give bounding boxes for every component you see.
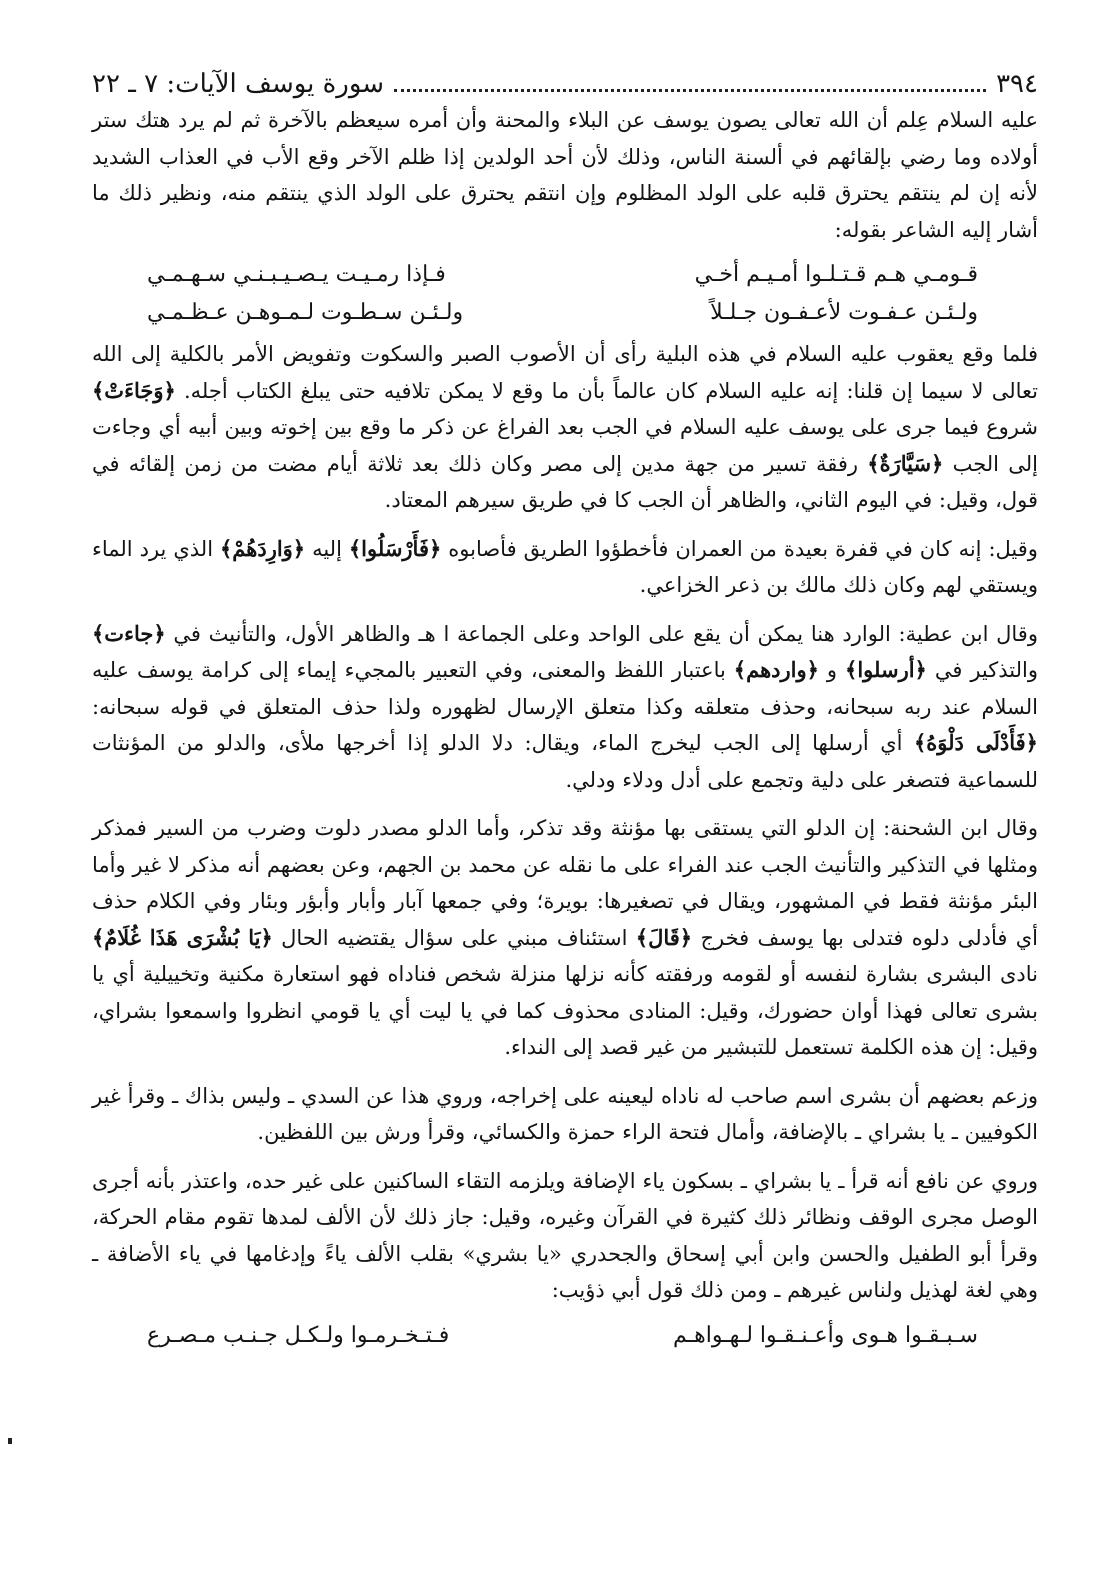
- quran-quote: ﴿قَالَ﴾: [635, 924, 693, 950]
- poem-hemistich: فـتـخـرمـوا ولـكـل جـنـب مـصـرع: [147, 1322, 450, 1348]
- paragraph-gap: [92, 604, 1038, 616]
- paragraph-2: [92, 336, 1038, 519]
- text-run: الذي يرد الماء ويستقي لهم وكان ذلك مالك بن ذعر الخزاعي.: [92, 536, 1038, 597]
- quran-quote: ﴿وَارِدَهُمْ﴾: [219, 535, 306, 561]
- quran-quote: ﴿وَجَاءَتْ﴾: [92, 377, 176, 403]
- running-header: [92, 62, 1038, 102]
- text-run: و: [826, 658, 838, 682]
- page-number: ٣٩٤: [996, 69, 1038, 99]
- text-run: والتذكير في: [934, 658, 1038, 682]
- poem-hemistich: فـإذا رمـيـت يـصـيـبـنـي سـهـمـي: [147, 262, 446, 287]
- quran-quote: ﴿فَأَدْلَى دَلْوَهُ﴾: [913, 730, 1038, 755]
- header-dotted-leader: [394, 89, 986, 92]
- paragraph-6: وزعم بعضهم أن بشرى اسم صاحب له ناداه ليعينه على إخراجه، وروي هذا عن السدي ـ وليس بذاك ـ وقرأ غير الكوفيين ـ يا بشراي ـ بالإضافة، وأمال فتحة الراء حمزة والكسائي، وقرأ ورش بين اللفظين.: [92, 1083, 1038, 1144]
- paragraph-7: وروي عن نافع أنه قرأ ـ يا بشراي ـ بسكون ياء الإضافة ويلزمه التقاء الساكنين على غير حده، واعتذر بأنه أجرى الوصل مجرى الوقف ونظائر ذلك كثيرة في القرآن وغيره، وقيل: جاز ذلك لأن الألف لمدها تقوم مقام الحركة، وقرأ أبو الطفيل والحسن وابن أبي إسحاق والجحدري «يا بشري» بقلب الألف ياءً وإدغامها في ياء الأضافة ـ وهي لغة لهذيل ولناس غيرهم ـ ومن ذلك قول أبي ذؤيب:: [92, 1168, 1038, 1302]
- quran-quote: ﴿سَيَّارَةٌ﴾: [867, 450, 944, 476]
- text-run: استئناف مبني على سؤال يقتضيه الحال: [281, 925, 628, 950]
- text-run: فلما وقع يعقوب عليه السلام في هذه البلية رأى أن الأصوب الصبر والسكوت وتفويض الأمر بالكلية إلى الله تعالى لا سيما إن قلنا: إنه عليه السلام كان عالماً بأن ما وقع لا يمكن تلافيه حتى يبلغ الكتاب أجله.: [92, 342, 1038, 403]
- paragraph-5: [92, 810, 1038, 1066]
- paragraph-3: [92, 531, 1038, 604]
- paragraph-1: عليه السلام عِلم أن الله تعالى يصون يوسف عن البلاء والمحنة وأن أمره سيعظم بالآخرة ثم لم يرد هتك ستر أولاده وما رضي بإلقائهم في ألسنة الناس، وذلك لأن أحد الولدين إذا ظلم الآخر وقع الأب في العذاب الشديد لأنه إن لم ينتقم يحترق قلبه على الولد المظلوم وإن انتقم يحترق على الولد الذي ينتقم منه، ونظير ذلك ما أشار إليه الشاعر بقوله:: [92, 108, 1038, 242]
- poem-hemistich: ولـئـن سـطـوت لـمـوهـن عـظـمـي: [147, 300, 464, 325]
- text-run: شروع فيما جرى على يوسف عليه السلام في الجب بعد الفراغ عن ذكر ما وقع بين إخوته وبين أبيه أي وجاءت إلى الجب: [92, 415, 1038, 476]
- surah-title: سورة يوسف الآيات: ٧ ـ ٢٢: [92, 69, 385, 99]
- text-run: أي أرسلها إلى الجب ليخرج الماء، ويقال: دلا الدلو إذا أخرجها ملأى، والدلو من المؤنثات للسماعية فتصغر على دلية وتجمع على أدل ودلاء ودلي.: [92, 731, 1038, 792]
- text-run: وقال ابن عطية: الوارد هنا يمكن أن يقع على الواحد وعلى الجماعة ا هـ والظاهر الأول، والتأنيث في: [173, 621, 1038, 646]
- poem-line-3: [92, 1317, 1038, 1355]
- paragraph-gap: [92, 1151, 1038, 1163]
- quran-quote: ﴿أرسلوا﴾: [845, 657, 927, 682]
- quran-quote: ﴿فَأَرْسَلُوا﴾: [348, 535, 442, 561]
- text-run: إليه: [312, 536, 342, 561]
- binding-mark: [8, 1438, 12, 1444]
- poem-line-2: [92, 294, 1038, 332]
- poem-line-1: [92, 256, 1038, 294]
- quran-quote: ﴿جاءت﴾: [92, 620, 166, 646]
- text-run: وقيل: إنه كان في قفرة بعيدة من العمران فأخطؤوا الطريق فأصابوه: [448, 536, 1038, 561]
- paragraph-gap: [92, 798, 1038, 810]
- paragraph-gap: [92, 519, 1038, 531]
- text-run: نادى البشرى بشارة لنفسه أو لقومه ورفقته كأنه نزلها منزلة شخص فناداه فهو استعارة مكنية وتخييلية أي يا بشرى تعالى فهذا أوان حضورك، وقيل: المنادى محذوف كما في يا ليت أي يا قومي انظروا واسمعوا بشراي، وقيل: إن هذه الكلمة تستعمل للتبشير من غير قصد إلى النداء.: [92, 962, 1038, 1059]
- quran-quote: ﴿واردهم﴾: [733, 657, 819, 682]
- paragraph-4: [92, 616, 1038, 799]
- poem-hemistich: ولـئـن عـفـوت لأعـفـون جـلـلاً: [710, 300, 978, 325]
- poem-hemistich: قـومـي هـم قـتـلـوا أمـيـم أخـي: [694, 262, 978, 287]
- paragraph-gap: [92, 1066, 1038, 1078]
- text-run: وقال ابن الشحنة: إن الدلو التي يستقى بها مؤنثة وقد تذكر، وأما الدلو مصدر دلوت وضرب من السير فمذكر ومثلها في التذكير والتأنيث الجب عند الفراء على ما نقله عن محمد بن الجهم، وعن بعضهم أنه مذكر لا غير وأما البئر مؤنثة فقط في المشهور، ويقال في تصغيرها: بويرة؛ وفي جمعها آبار وأبار وأبؤر وبئار وفي الكلام حذف أي فأدلى دلوه فتدلى بها يوسف فخرج: [92, 816, 1038, 950]
- poem-hemistich: سـبـقـوا هـوى وأعـنـقـوا لـهـواهـم: [673, 1322, 978, 1348]
- text-run: باعتبار اللفظ والمعنى، وفي التعبير بالمجيء إيماء إلى كرامة يوسف عليه السلام عند ربه سبحانه، وحذف متعلقه وكذا متعلق الإرسال لظهوره ولذا حذف المتعلق في قوله سبحانه:: [92, 658, 1038, 719]
- quran-quote: ﴿يَا بُشْرَى هَذَا غُلَامٌ﴾: [92, 924, 273, 950]
- text-run: رفقة تسير من جهة مدين إلى مصر وكان ذلك بعد ثلاثة أيام مضت من زمن إلقائه في قول، وقيل: في اليوم الثاني، والظاهر أن الجب كا في طريق سيرهم المعتاد.: [92, 451, 1038, 512]
